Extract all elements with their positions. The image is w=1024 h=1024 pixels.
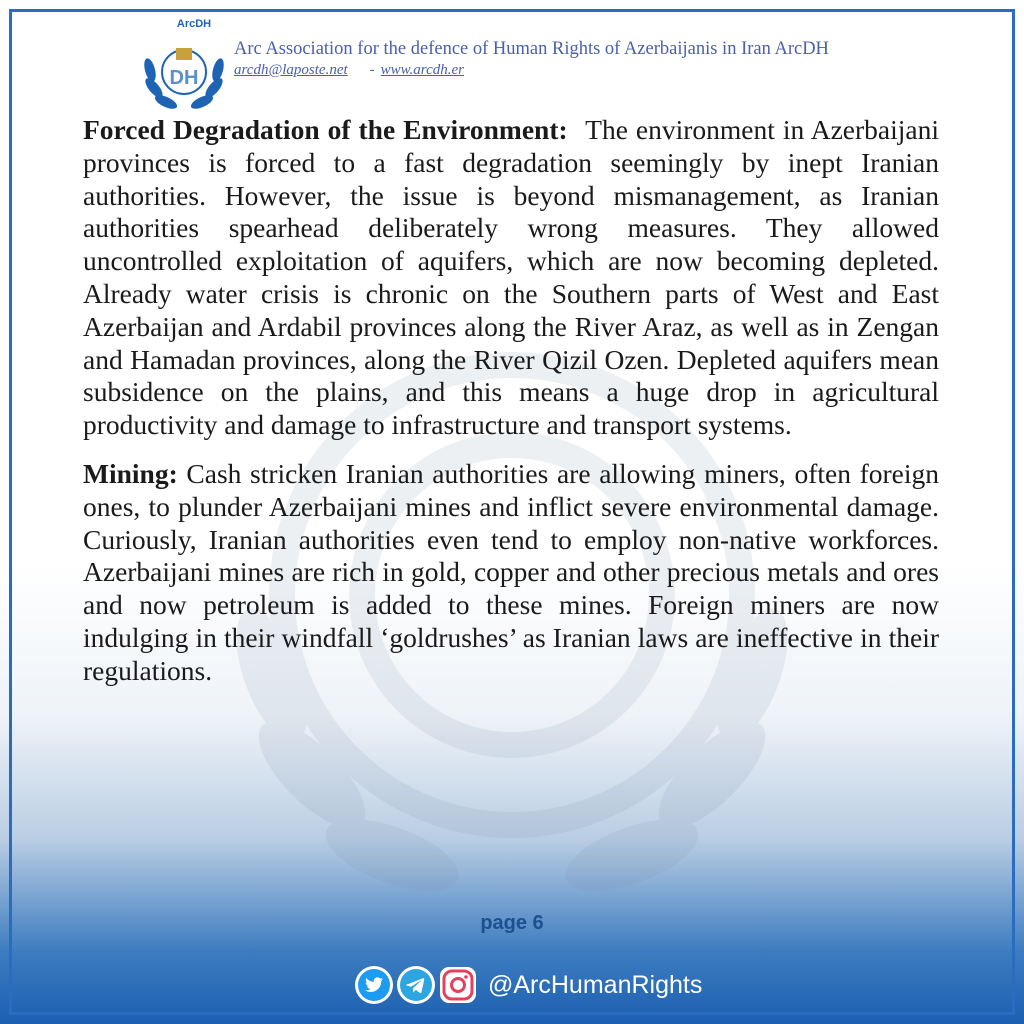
- letterhead: [140, 18, 900, 110]
- article-body: [83, 114, 939, 688]
- contact-separator: -: [369, 62, 375, 78]
- page-number: page 6: [480, 912, 544, 934]
- section-environment: [83, 114, 939, 442]
- arcdh-logo-icon: [140, 18, 228, 110]
- twitter-icon[interactable]: [354, 965, 394, 1005]
- org-contacts: [234, 62, 464, 79]
- section-heading-mining: Mining:: [83, 457, 178, 489]
- email-link[interactable]: arcdh@laposte.net: [234, 62, 348, 78]
- logo-caption: ArcDH: [176, 18, 212, 30]
- website-link[interactable]: www.arcdh.er: [380, 62, 464, 78]
- instagram-icon[interactable]: [438, 965, 478, 1005]
- svg-text:DH: DH: [169, 67, 199, 89]
- social-handle[interactable]: @ArcHumanRights: [488, 970, 703, 999]
- section-text-mining: Cash stricken Iranian authorities are allowing miners, often foreign ones, to plunder Azerbaijani mines and inflict severe environmental damage. Curiously, Iranian authorities even tend to employ non-native workforces. Azerbaijani mines are rich in gold, copper and other precious metals and ores and now petroleum is added to these mines. Foreign miners are now indulging in their windfall ‘goldrushes’ as Iranian laws are ineffective in their regulations.: [83, 457, 940, 686]
- section-text-environment: The environment in Azerbaijani provinces is forced to a fast degradation seemingly by inept Iranian authorities. However, the issue is beyond mismanagement, as Iranian authorities spearhead deliberately wrong measures. They allowed uncontrolled exploitation of aquifers, which are now becoming depleted. Already water crisis is chronic on the Southern parts of West and East Azerbaijan and Ardabil provinces along the River Araz, as well as in Zengan and Hamadan provinces, along the River Qizil Ozen. Depleted aquifers mean subsidence on the plains, and this means a huge drop in agricultural productivity and damage to infrastructure and transport systems.: [83, 114, 939, 441]
- social-bar: [354, 963, 702, 1007]
- section-mining: [83, 458, 939, 688]
- telegram-icon[interactable]: [396, 965, 436, 1005]
- section-heading-environment: Forced Degradation of the Environment:: [83, 114, 568, 145]
- org-name: Arc Association for the defence of Human Rights of Azerbaijanis in Iran ArcDH: [234, 39, 829, 59]
